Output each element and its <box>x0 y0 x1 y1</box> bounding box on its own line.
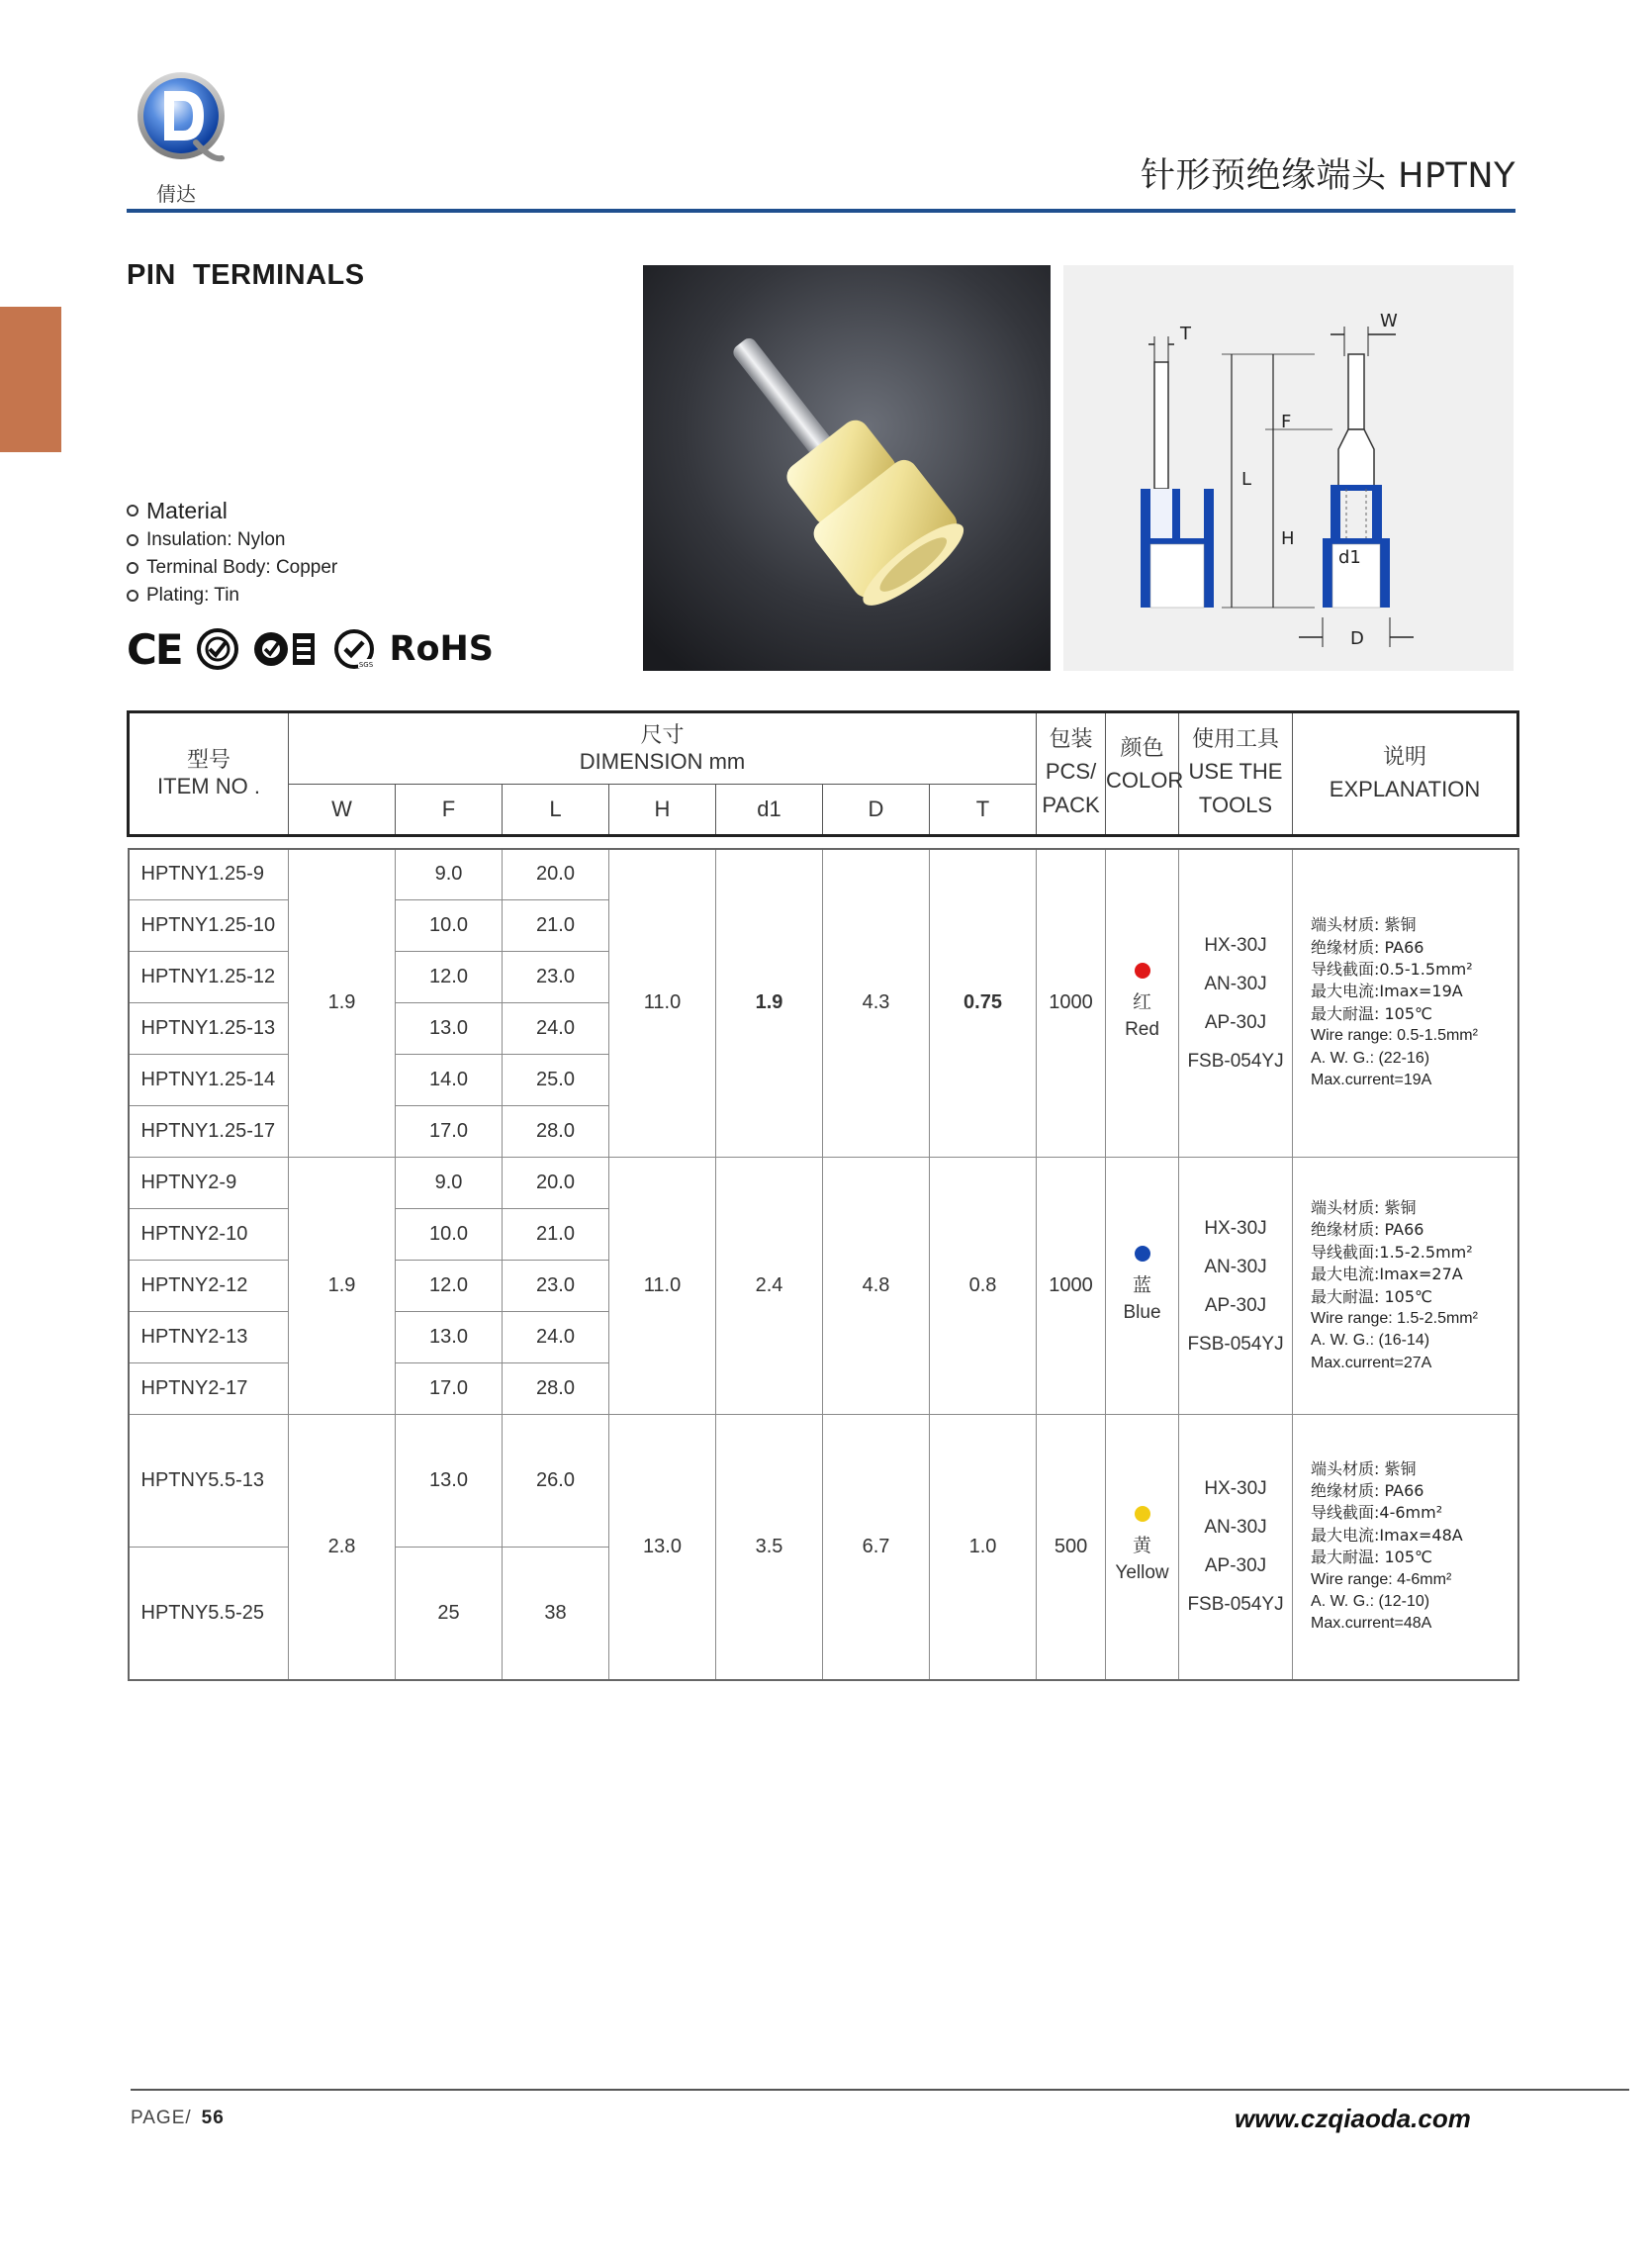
explanation-line: Max.current=27A <box>1311 1354 1432 1371</box>
table-row <box>129 1158 1518 1209</box>
header-pack-en: PCS/ <box>1045 759 1097 784</box>
header-explanation-zh: 说明 <box>1383 745 1427 770</box>
color-swatch-icon <box>1135 1246 1150 1262</box>
cell-h: 11.0 <box>609 849 716 1158</box>
tool-name: AP-30J <box>1204 1011 1267 1033</box>
cell-l: 20.0 <box>503 1158 609 1209</box>
side-tab-marker <box>0 307 61 452</box>
color-swatch-icon <box>1135 963 1150 979</box>
tool-name: HX-30J <box>1204 1217 1267 1239</box>
cell-pack: 1000 <box>1037 849 1106 1158</box>
explanation-line: 导线截面:0.5-1.5mm² <box>1311 959 1473 979</box>
color-name-en: Red <box>1125 1018 1159 1040</box>
cell-l: 21.0 <box>503 1209 609 1261</box>
header-item-zh: 型号 <box>186 748 230 773</box>
explanation-line: Wire range: 1.5-2.5mm² <box>1311 1309 1478 1327</box>
company-logo <box>127 61 235 210</box>
header-tools <box>1179 712 1293 836</box>
header-dim-f: F <box>396 785 503 836</box>
table-row <box>129 1415 1518 1548</box>
cell-t: 0.8 <box>930 1158 1037 1415</box>
cell-color <box>1106 1158 1179 1415</box>
explanation-line: 导线截面:4-6mm² <box>1311 1503 1443 1523</box>
cell-f: 13.0 <box>396 1003 503 1055</box>
cell-f: 17.0 <box>396 1363 503 1415</box>
page-number: 56 <box>201 2108 225 2128</box>
website-url: www.czqiaoda.com <box>1235 2104 1471 2133</box>
svg-text:SGS: SGS <box>358 661 373 669</box>
color-name-zh: 蓝 <box>1133 1273 1152 1296</box>
table-body <box>129 849 1518 1680</box>
table-header <box>129 712 1518 836</box>
header-dim-l: L <box>503 785 609 836</box>
header-dim-d1: d1 <box>716 785 823 836</box>
header-divider <box>127 209 1515 213</box>
tool-name: AN-30J <box>1204 1256 1267 1277</box>
color-name-zh: 红 <box>1133 990 1152 1013</box>
explanation-line: 端头材质: 紫铜 <box>1311 915 1417 935</box>
explanation-line: A. W. G.: (22-16) <box>1311 1049 1430 1067</box>
cell-h: 11.0 <box>609 1158 716 1415</box>
material-item: Insulation: Nylon <box>127 526 337 554</box>
cell-l: 25.0 <box>503 1055 609 1106</box>
header-color-zh: 颜色 <box>1120 736 1164 761</box>
cell-item-no: HPTNY1.25-14 <box>129 1055 289 1106</box>
explanation-line: 绝缘材质: PA66 <box>1311 1481 1424 1501</box>
cell-d: 4.3 <box>823 849 930 1158</box>
cell-f: 13.0 <box>396 1415 503 1548</box>
cell-color <box>1106 1415 1179 1680</box>
product-photo <box>643 265 1051 671</box>
diagram-label-l: L <box>1241 469 1252 490</box>
cell-item-no: HPTNY1.25-10 <box>129 900 289 952</box>
cell-f: 25 <box>396 1548 503 1680</box>
diagram-label-f: F <box>1281 412 1292 432</box>
diagram-label-d1: d1 <box>1338 547 1361 568</box>
cell-item-no: HPTNY2-13 <box>129 1312 289 1363</box>
cell-tools <box>1179 1158 1293 1415</box>
cell-item-no: HPTNY1.25-12 <box>129 952 289 1003</box>
header-item-en: ITEM NO . <box>157 774 260 798</box>
explanation-line: A. W. G.: (16-14) <box>1311 1332 1430 1350</box>
tool-name: FSB-054YJ <box>1187 1333 1284 1355</box>
cell-l: 24.0 <box>503 1003 609 1055</box>
cell-item-no: HPTNY2-12 <box>129 1261 289 1312</box>
cell-l: 24.0 <box>503 1312 609 1363</box>
material-list <box>127 495 337 610</box>
cell-d: 4.8 <box>823 1158 930 1415</box>
ce-mark: CE <box>127 624 182 674</box>
header-explanation-en: EXPLANATION <box>1329 777 1481 801</box>
header-dimension <box>289 712 1037 785</box>
tool-name: HX-30J <box>1204 934 1267 956</box>
header-dim-w: W <box>289 785 396 836</box>
tool-name: AN-30J <box>1204 1517 1267 1539</box>
spec-table <box>127 710 1519 1681</box>
cell-w: 1.9 <box>289 1158 396 1415</box>
diagram-label-w: W <box>1380 311 1398 331</box>
diagram-label-d: D <box>1350 628 1364 649</box>
explanation-line: 最大电流:Imax=19A <box>1311 982 1463 1001</box>
tool-name: AN-30J <box>1204 973 1267 994</box>
header-explanation <box>1293 712 1518 836</box>
cell-d: 6.7 <box>823 1415 930 1680</box>
cell-l: 28.0 <box>503 1106 609 1158</box>
cell-l: 21.0 <box>503 900 609 952</box>
cell-t: 1.0 <box>930 1415 1037 1680</box>
header-color-en: COLOR <box>1106 768 1184 793</box>
cell-tools <box>1179 849 1293 1158</box>
explanation-line: Wire range: 4-6mm² <box>1311 1570 1452 1588</box>
cell-item-no: HPTNY1.25-17 <box>129 1106 289 1158</box>
page-indicator <box>131 2108 225 2129</box>
cell-f: 10.0 <box>396 1209 503 1261</box>
explanation-line: 导线截面:1.5-2.5mm² <box>1311 1242 1473 1262</box>
cell-explanation <box>1293 1415 1518 1680</box>
logo-text: 倩达 <box>156 182 196 206</box>
sgs-mark-icon <box>332 627 376 671</box>
cell-explanation <box>1293 1158 1518 1415</box>
explanation-line: A. W. G.: (12-10) <box>1311 1593 1430 1611</box>
material-heading: Material <box>127 495 337 526</box>
explanation-line: 端头材质: 紫铜 <box>1311 1197 1417 1217</box>
tool-name: FSB-054YJ <box>1187 1050 1284 1072</box>
cell-item-no: HPTNY2-9 <box>129 1158 289 1209</box>
color-name-en: Yellow <box>1115 1562 1169 1584</box>
cell-l: 26.0 <box>503 1415 609 1548</box>
cell-l: 23.0 <box>503 952 609 1003</box>
certification-marks <box>127 625 494 673</box>
page-label: PAGE/ <box>131 2108 192 2128</box>
tool-name: AP-30J <box>1204 1555 1267 1577</box>
cell-f: 17.0 <box>396 1106 503 1158</box>
explanation-line: 最大电流:Imax=48A <box>1311 1525 1463 1545</box>
cell-w: 2.8 <box>289 1415 396 1680</box>
cell-pack: 500 <box>1037 1415 1106 1680</box>
explanation-line: Max.current=19A <box>1311 1071 1432 1088</box>
header-pack-zh: 包装 <box>1049 727 1093 752</box>
color-name-en: Blue <box>1123 1301 1161 1323</box>
page-title: 针形预绝缘端头 HPTNY <box>1141 156 1515 196</box>
cell-d1: 1.9 <box>716 849 823 1158</box>
section-title: PIN TERMINALS <box>127 259 365 291</box>
header-item <box>129 712 289 836</box>
color-name-zh: 黄 <box>1133 1535 1152 1557</box>
explanation-line: 最大耐温: 105℃ <box>1311 1286 1433 1306</box>
tool-name: AP-30J <box>1204 1294 1267 1316</box>
header-pack <box>1037 712 1106 836</box>
header-dimension-en: DIMENSION mm <box>579 748 746 774</box>
cell-l: 23.0 <box>503 1261 609 1312</box>
cell-color <box>1106 849 1179 1158</box>
material-item: Terminal Body: Copper <box>127 554 337 582</box>
cell-d1: 3.5 <box>716 1415 823 1680</box>
explanation-line: 最大耐温: 105℃ <box>1311 1548 1433 1567</box>
header-color <box>1106 712 1184 836</box>
ccc-mark-icon <box>196 627 239 671</box>
explanation-line: Wire range: 0.5-1.5mm² <box>1311 1027 1478 1045</box>
cell-f: 14.0 <box>396 1055 503 1106</box>
cell-f: 9.0 <box>396 849 503 900</box>
header-tools-en: USE THE <box>1188 759 1283 784</box>
explanation-line: 绝缘材质: PA66 <box>1311 937 1424 957</box>
cell-item-no: HPTNY5.5-25 <box>129 1548 289 1680</box>
cell-l: 28.0 <box>503 1363 609 1415</box>
cell-h: 13.0 <box>609 1415 716 1680</box>
header-pack-en2: PACK <box>1042 793 1100 817</box>
tool-name: FSB-054YJ <box>1187 1594 1284 1616</box>
cell-f: 9.0 <box>396 1158 503 1209</box>
color-swatch-icon <box>1135 1506 1150 1522</box>
cell-item-no: HPTNY2-10 <box>129 1209 289 1261</box>
explanation-line: Max.current=48A <box>1311 1615 1432 1633</box>
header-dim-d: D <box>823 785 930 836</box>
cell-f: 10.0 <box>396 900 503 952</box>
cell-t: 0.75 <box>930 849 1037 1158</box>
cell-l: 20.0 <box>503 849 609 900</box>
cell-f: 13.0 <box>396 1312 503 1363</box>
spec-table-wrapper <box>127 710 1516 1681</box>
header-tools-zh: 使用工具 <box>1192 727 1280 752</box>
cell-item-no: HPTNY5.5-13 <box>129 1415 289 1548</box>
tool-name: HX-30J <box>1204 1478 1267 1500</box>
header-dim-h: H <box>609 785 716 836</box>
explanation-line: 绝缘材质: PA66 <box>1311 1220 1424 1240</box>
quality-mark-icon <box>253 627 319 671</box>
dimension-diagram <box>1063 265 1514 671</box>
cell-item-no: HPTNY1.25-9 <box>129 849 289 900</box>
cell-f: 12.0 <box>396 952 503 1003</box>
footer-divider <box>131 2089 1629 2091</box>
table-row <box>129 849 1518 900</box>
cell-f: 12.0 <box>396 1261 503 1312</box>
cell-tools <box>1179 1415 1293 1680</box>
cell-w: 1.9 <box>289 849 396 1158</box>
header-dim-t: T <box>930 785 1037 836</box>
rohs-mark: RoHS <box>389 629 495 669</box>
diagram-label-t: T <box>1180 324 1191 344</box>
cell-pack: 1000 <box>1037 1158 1106 1415</box>
cell-item-no: HPTNY1.25-13 <box>129 1003 289 1055</box>
explanation-line: 端头材质: 紫铜 <box>1311 1458 1417 1478</box>
cell-explanation <box>1293 849 1518 1158</box>
header-dimension-zh: 尺寸 <box>640 722 685 748</box>
explanation-line: 最大耐温: 105℃ <box>1311 1003 1433 1023</box>
diagram-label-h: H <box>1281 528 1295 549</box>
cell-d1: 2.4 <box>716 1158 823 1415</box>
cell-item-no: HPTNY2-17 <box>129 1363 289 1415</box>
header-tools-en2: TOOLS <box>1198 793 1273 817</box>
cell-l: 38 <box>503 1548 609 1680</box>
material-item: Plating: Tin <box>127 582 337 610</box>
explanation-line: 最大电流:Imax=27A <box>1311 1265 1463 1284</box>
